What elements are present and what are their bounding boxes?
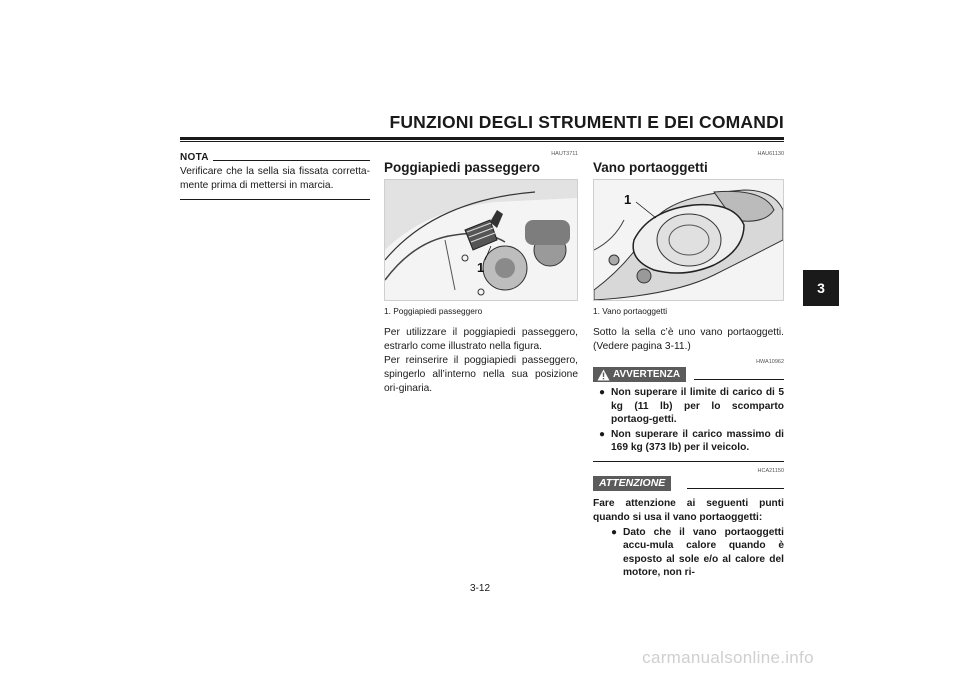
storage-figure xyxy=(593,179,784,301)
column-note xyxy=(180,150,370,200)
note-heading xyxy=(180,152,370,163)
note-label: NOTA xyxy=(180,152,209,163)
section-code: HAUT3711 xyxy=(551,151,578,157)
note-text: Verificare che la sella sia fissata corretta-mente prima di mettersi in marcia. xyxy=(180,166,370,191)
section-code: HAU61130 xyxy=(757,151,784,157)
storage-para: Sotto la sella c’è uno vano portaoggetti. (Vedere pagina 3-11.) xyxy=(593,327,784,352)
note-end-rule xyxy=(180,199,370,200)
warning-heading-rule xyxy=(694,379,784,380)
warning-end-rule xyxy=(593,461,784,462)
column-passenger-footrest xyxy=(384,150,578,396)
page-header-title: FUNZIONI DEGLI STRUMENTI E DEI COMANDI xyxy=(389,112,784,132)
storage-callout: 1 xyxy=(624,192,632,207)
caution-text: Fare attenzione ai seguenti punti quando si usa il vano portaoggetti: xyxy=(593,497,784,523)
page-number: 3-12 xyxy=(469,583,490,594)
footrest-para-2: Per reinserire il poggiapiedi passeggero, spingerlo all’interno nella sua posizione ori-ginaria. xyxy=(384,355,578,394)
header-rule-thin xyxy=(180,141,784,142)
header-rule-thick xyxy=(180,137,784,140)
list-item: ● Non superare il carico massimo di 169 kg (373 lb) per il veicolo. xyxy=(593,428,784,455)
list-item: ● Non superare il limite di carico di 5 kg (11 lb) per lo scomparto portaog-getti. xyxy=(593,386,784,427)
storage-illustration xyxy=(594,180,783,300)
chapter-tab: 3 xyxy=(803,270,839,306)
storage-caption: 1. Vano portaoggetti xyxy=(593,306,668,316)
footrest-caption: 1. Poggiapiedi passeggero xyxy=(384,306,483,316)
list-item: ● Dato che il vano portaoggetti accu-mula calore quando è esposto al sole e/o al calore del motore, non ri- xyxy=(605,526,784,580)
caution-heading-rule xyxy=(687,488,784,489)
column-storage xyxy=(593,150,784,581)
footrest-illustration xyxy=(385,180,577,300)
warning-triangle-icon xyxy=(597,369,610,381)
caution-label: ATTENZIONE xyxy=(593,476,671,491)
warning-badge xyxy=(593,367,686,382)
note-heading-rule xyxy=(213,160,370,161)
footrest-para-1: Per utilizzare il poggiapiedi passeggero, estrarlo come illustrato nella figura. xyxy=(384,327,578,352)
warning-code: HWA10962 xyxy=(756,359,784,365)
caution-heading xyxy=(593,476,784,491)
footrest-callout: 1 xyxy=(477,260,485,275)
warning-label: AVVERTENZA xyxy=(613,369,681,380)
caution-code: HCA21150 xyxy=(757,467,784,474)
watermark: carmanualsonline.info xyxy=(642,648,814,667)
section-title: Vano portaoggetti xyxy=(593,160,708,175)
footrest-figure xyxy=(384,179,578,301)
warning-list xyxy=(593,386,784,455)
caution-list xyxy=(593,526,784,580)
warning-heading xyxy=(593,367,784,382)
section-title: Poggiapiedi passeggero xyxy=(384,160,541,175)
